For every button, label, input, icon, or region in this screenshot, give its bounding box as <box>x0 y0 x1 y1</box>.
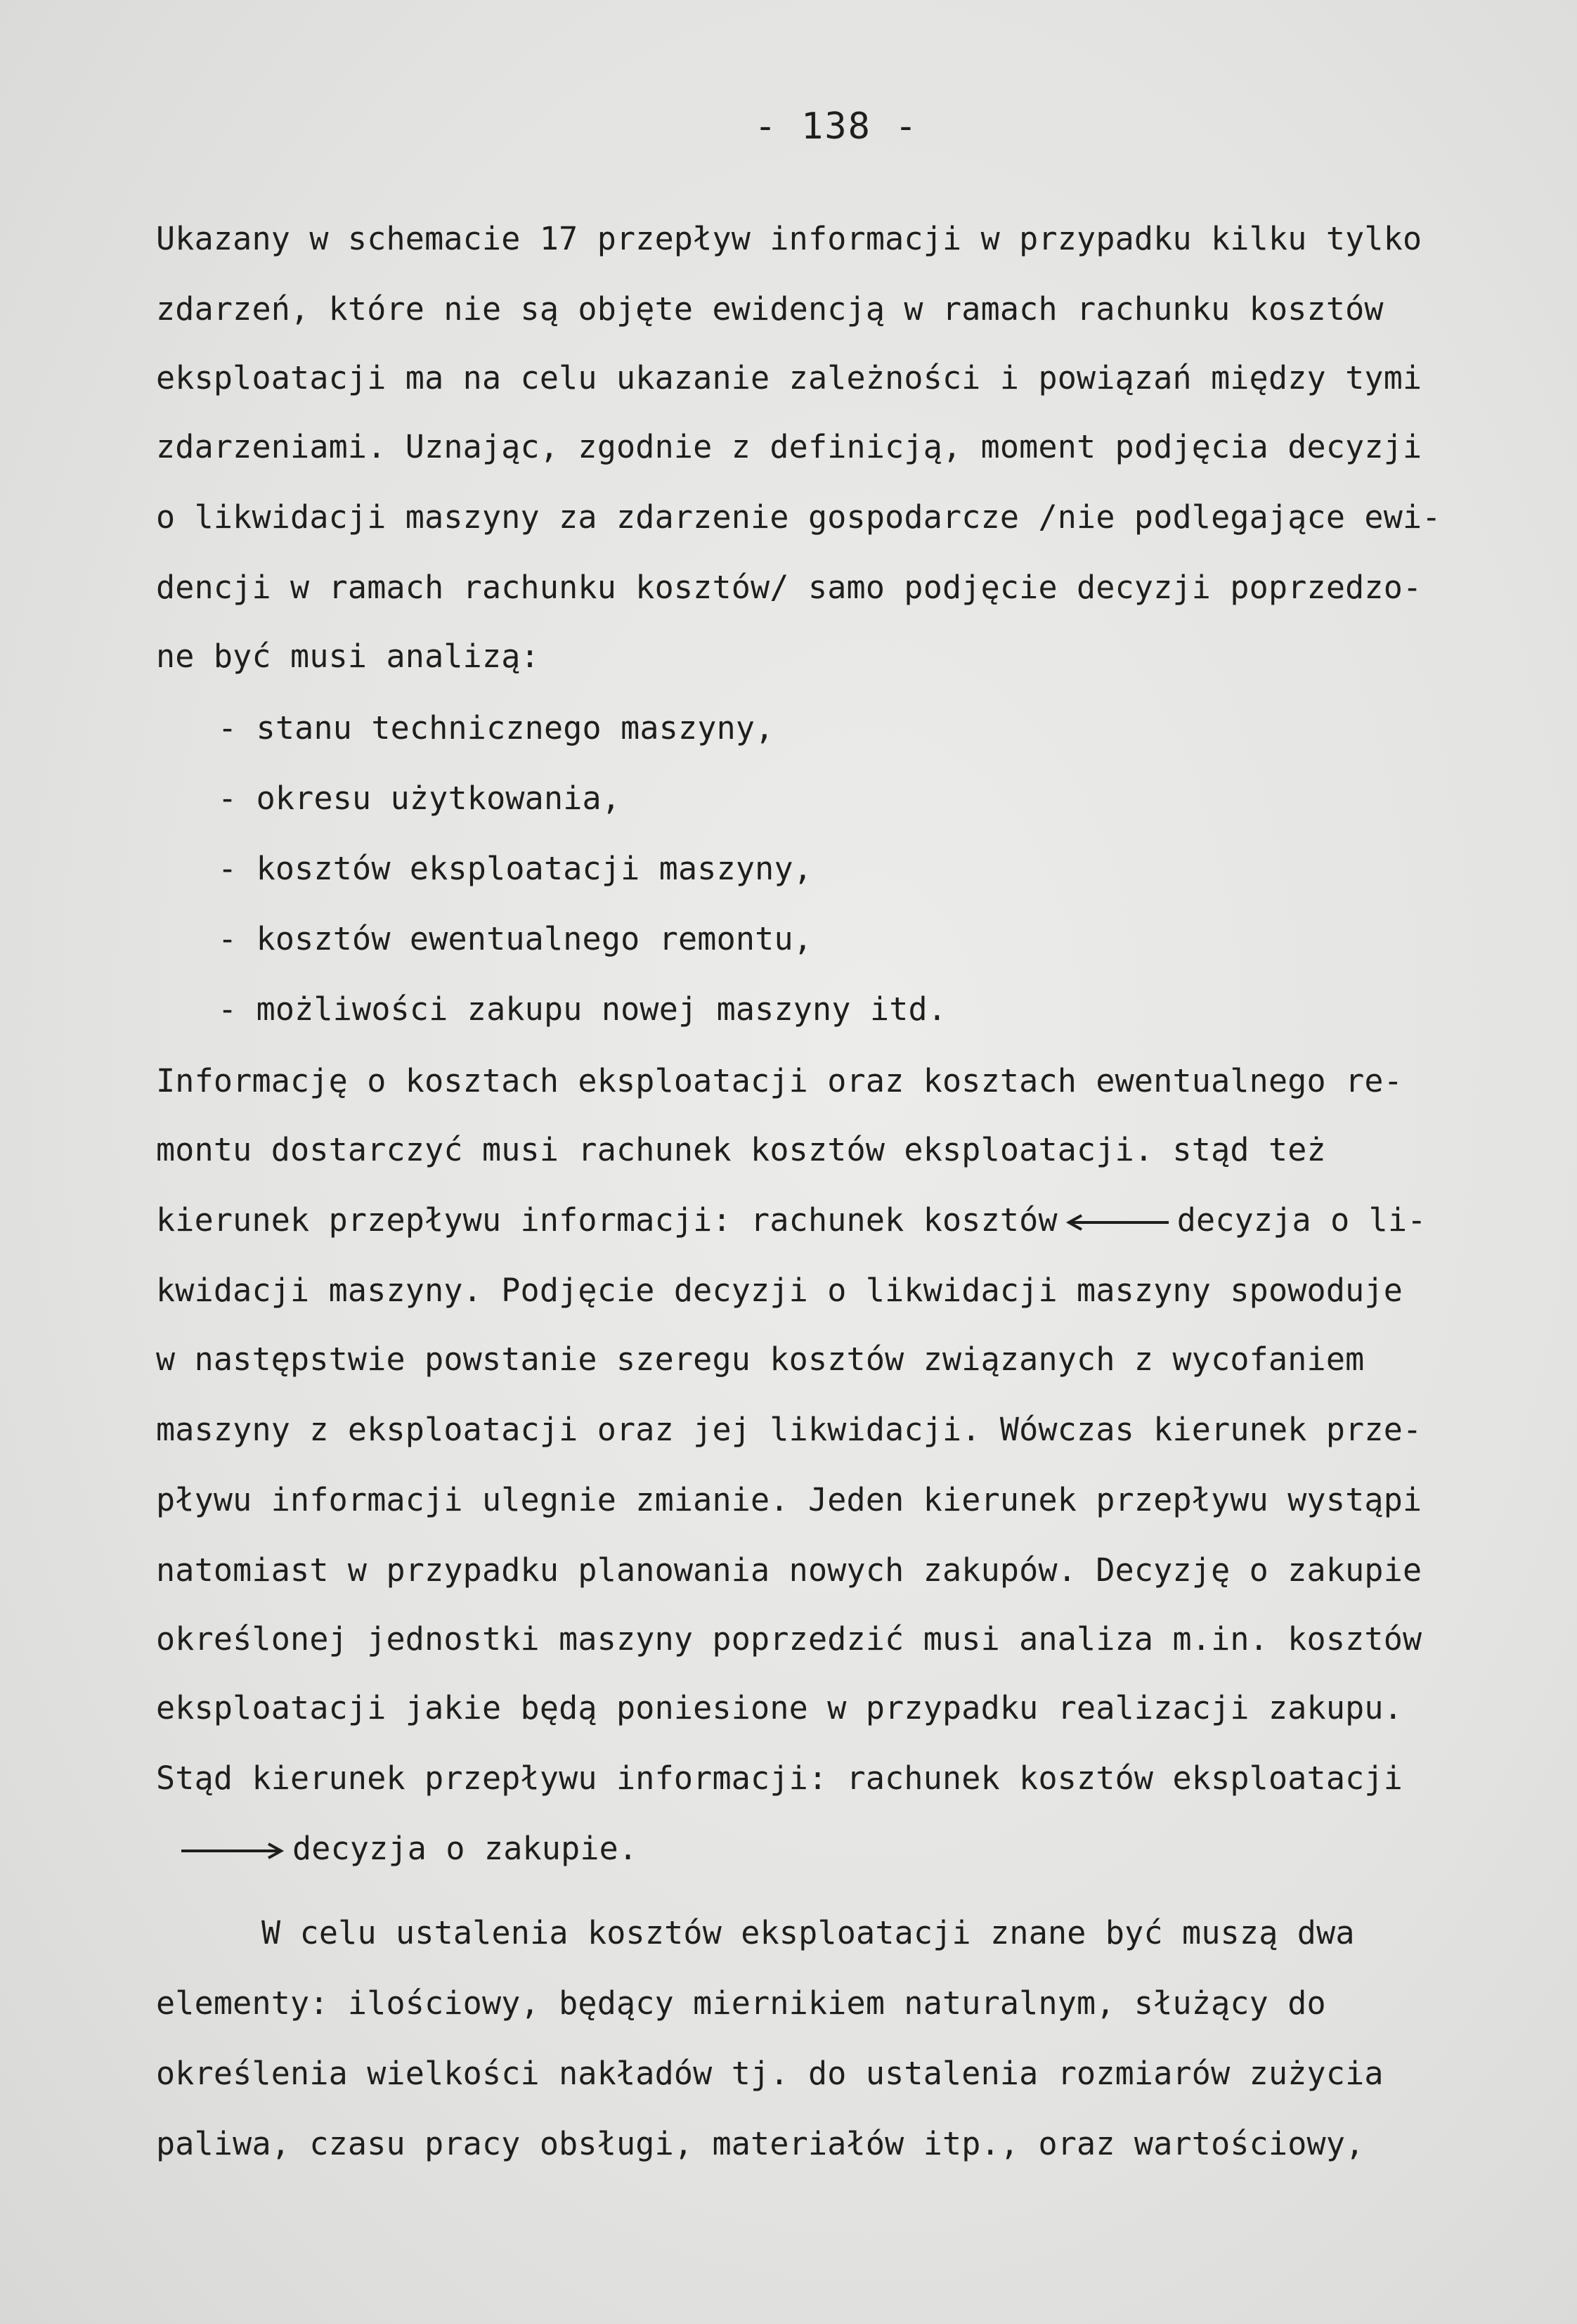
text-line: zdarzeniami. Uznając, zgodnie z definicją, moment podjęcia decyzji <box>156 428 1422 465</box>
right-arrow-icon <box>180 1842 285 1859</box>
list-item: - możliwości zakupu nowej maszyny itd. <box>218 990 947 1028</box>
page-number: - 138 - <box>754 105 919 148</box>
text-line-with-arrow <box>156 1199 1427 1241</box>
text-line-with-arrow <box>180 1828 637 1870</box>
text-line: montu dostarczyć musi rachunek kosztów eksploatacji. stąd też <box>156 1131 1326 1168</box>
text-line: określenia wielkości nakładów tj. do ustalenia rozmiarów zużycia <box>156 2055 1384 2092</box>
text-line: Ukazany w schemacie 17 przepływ informacji w przypadku kilku tylko <box>156 220 1422 257</box>
text-line: eksploatacji ma na celu ukazanie zależności i powiązań między tymi <box>156 359 1422 396</box>
text-line: w następstwie powstanie szeregu kosztów związanych z wycofaniem <box>156 1341 1365 1378</box>
text-line: maszyny z eksploatacji oraz jej likwidacji. Wówczas kierunek prze- <box>156 1411 1422 1448</box>
list-item: - okresu użytkowania, <box>218 780 621 817</box>
text-line: natomiast w przypadku planowania nowych zakupów. Decyzję o zakupie <box>156 1551 1422 1589</box>
text-line: o likwidacji maszyny za zdarzenie gospodarcze /nie podlegające ewi- <box>156 498 1441 536</box>
text-line: elementy: ilościowy, będący miernikiem naturalnym, służący do <box>156 1984 1326 2022</box>
paragraph-first-line: W celu ustalenia kosztów eksploatacji znane być muszą dwa <box>261 1914 1355 1951</box>
left-arrow-icon <box>1065 1214 1170 1231</box>
list-item: - kosztów eksploatacji maszyny, <box>218 850 813 887</box>
text-line: Informację o kosztach eksploatacji oraz kosztach ewentualnego re- <box>156 1062 1403 1099</box>
text-line: pływu informacji ulegnie zmianie. Jeden kierunek przepływu wystąpi <box>156 1481 1422 1518</box>
text-line: eksploatacji jakie będą poniesione w przypadku realizacji zakupu. <box>156 1689 1403 1726</box>
text-line: kwidacji maszyny. Podjęcie decyzji o likwidacji maszyny spowoduje <box>156 1272 1403 1309</box>
text-line: ne być musi analizą: <box>156 638 540 675</box>
text-line: paliwa, czasu pracy obsługi, materiałów itp., oraz wartościowy, <box>156 2125 1365 2162</box>
text-segment: kierunek przepływu informacji: rachunek kosztów <box>156 1201 1058 1239</box>
list-item: - kosztów ewentualnego remontu, <box>218 920 813 957</box>
text-segment: decyzja o li- <box>1176 1201 1427 1239</box>
text-line: określonej jednostki maszyny poprzedzić musi analiza m.in. kosztów <box>156 1620 1422 1658</box>
text-line: zdarzeń, które nie są objęte ewidencją w ramach rachunku kosztów <box>156 290 1384 328</box>
list-item: - stanu technicznego maszyny, <box>218 709 774 747</box>
text-segment: decyzja o zakupie. <box>292 1830 638 1867</box>
text-line: Stąd kierunek przepływu informacji: rachunek kosztów eksploatacji <box>156 1760 1403 1797</box>
text-line: dencji w ramach rachunku kosztów/ samo podjęcie decyzji poprzedzo- <box>156 569 1422 606</box>
